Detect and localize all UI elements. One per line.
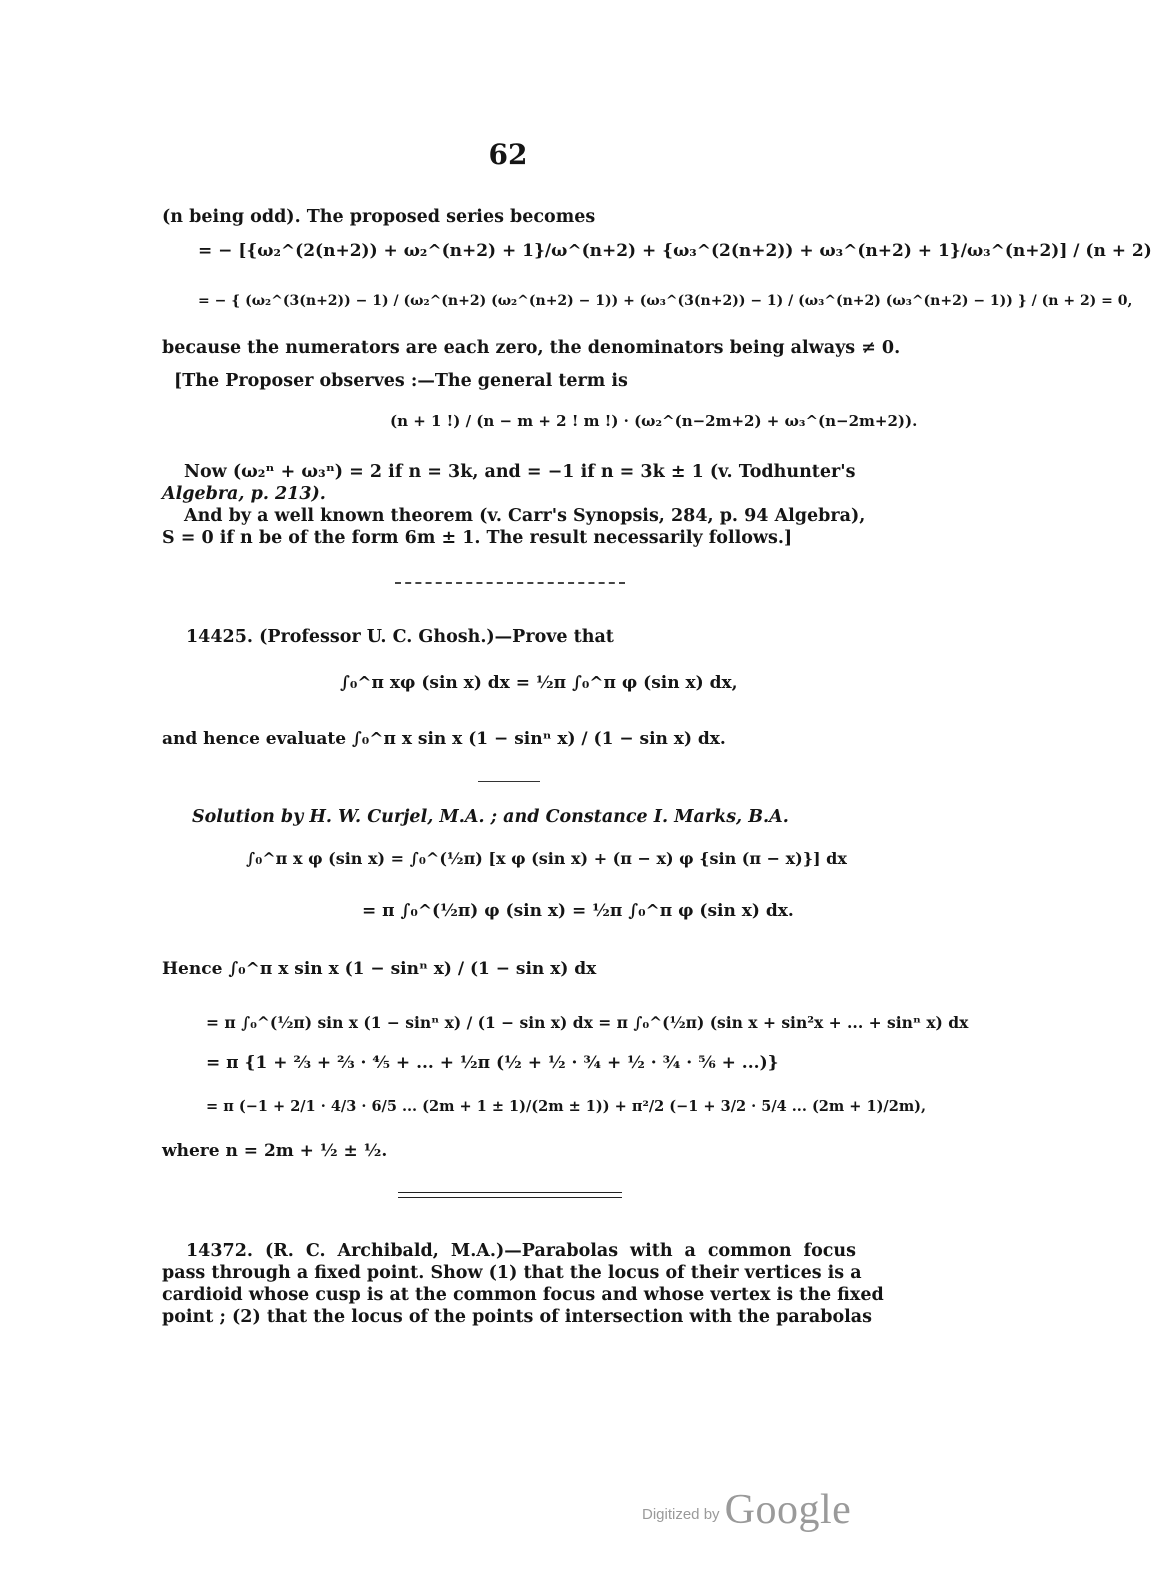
equation-line: = π (−1 + 2/1 · 4/3 · 6/5 ... (2m + 1 ± 1)/(2m ± 1)) + π²/2 (−1 + 3/2 · 5/4 ... (2m + 1)/2m), (206, 1098, 927, 1115)
text-line: S = 0 if n be of the form 6m ± 1. The result necessarily follows.] (162, 528, 793, 548)
digitized-label: Digitized by (642, 1506, 720, 1523)
equation-line: (n + 1 !) / (n − m + 2 ! m !) · (ω₂^(n−2m+2) + ω₃^(n−2m+2)). (390, 412, 918, 430)
equation-line: where n = 2m + ½ ± ½. (162, 1141, 388, 1161)
text-line: [The Proposer observes :—The general term is (174, 371, 628, 391)
equation-line: and hence evaluate ∫₀^π x sin x (1 − sinⁿ x) / (1 − sin x) dx. (162, 729, 726, 749)
problem-heading: 14425. (Professor U. C. Ghosh.)—Prove that (186, 627, 614, 647)
google-logo: Google (724, 1487, 852, 1533)
page-number: 62 (488, 138, 528, 171)
equation-line: = − [{ω₂^(2(n+2)) + ω₂^(n+2) + 1}/ω^(n+2) + {ω₃^(2(n+2)) + ω₃^(n+2) + 1}/ω₃^(n+2)] / (n + 2) (198, 241, 1152, 261)
text-line: point ; (2) that the locus of the points of intersection with the parabolas (162, 1307, 872, 1327)
solution-credit: Solution by H. W. Curjel, M.A. ; and Constance I. Marks, B.A. (192, 807, 789, 827)
equation-line: = π ∫₀^(½π) sin x (1 − sinⁿ x) / (1 − sin x) dx = π ∫₀^(½π) (sin x + sin²x + ... + sinⁿ x) dx (206, 1013, 969, 1032)
equation-line: Hence ∫₀^π x sin x (1 − sinⁿ x) / (1 − sin x) dx (162, 959, 597, 979)
text-line: pass through a fixed point. Show (1) that the locus of their vertices is a (162, 1263, 862, 1283)
equation-line: ∫₀^π x φ (sin x) = ∫₀^(½π) [x φ (sin x) + (π − x) φ {sin (π − x)}] dx (246, 849, 847, 868)
section-divider (395, 582, 625, 584)
equation-line: ∫₀^π xφ (sin x) dx = ½π ∫₀^π φ (sin x) dx, (340, 673, 738, 693)
text-line: Now (ω₂ⁿ + ω₃ⁿ) = 2 if n = 3k, and = −1 if n = 3k ± 1 (v. Todhunter's (184, 462, 856, 482)
text-line: because the numerators are each zero, the denominators being always ≠ 0. (162, 338, 901, 358)
equation-line: = π ∫₀^(½π) φ (sin x) = ½π ∫₀^π φ (sin x) dx. (362, 901, 794, 921)
problem-heading: 14372. (R. C. Archibald, M.A.)—Parabolas with a common focus (186, 1241, 856, 1261)
text-line: And by a well known theorem (v. Carr's Synopsis, 284, p. 94 Algebra), (184, 506, 866, 526)
section-divider (398, 1192, 622, 1198)
text-line: Algebra, p. 213). (162, 484, 326, 504)
text-line: (n being odd). The proposed series becomes (162, 207, 596, 227)
digitized-watermark (642, 1486, 851, 1534)
short-rule (478, 781, 540, 782)
text-line: cardioid whose cusp is at the common focus and whose vertex is the fixed (162, 1285, 884, 1305)
equation-line: = − { (ω₂^(3(n+2)) − 1) / (ω₂^(n+2) (ω₂^(n+2) − 1)) + (ω₃^(3(n+2)) − 1) / (ω₃^(n+2) (ω₃^(n+2) − 1)) } / (n + 2) = 0, (198, 293, 1133, 309)
equation-line: = π {1 + ⅔ + ⅔ · ⅘ + ... + ½π (½ + ½ · ¾ + ½ · ¾ · ⅚ + ...)} (206, 1053, 779, 1073)
